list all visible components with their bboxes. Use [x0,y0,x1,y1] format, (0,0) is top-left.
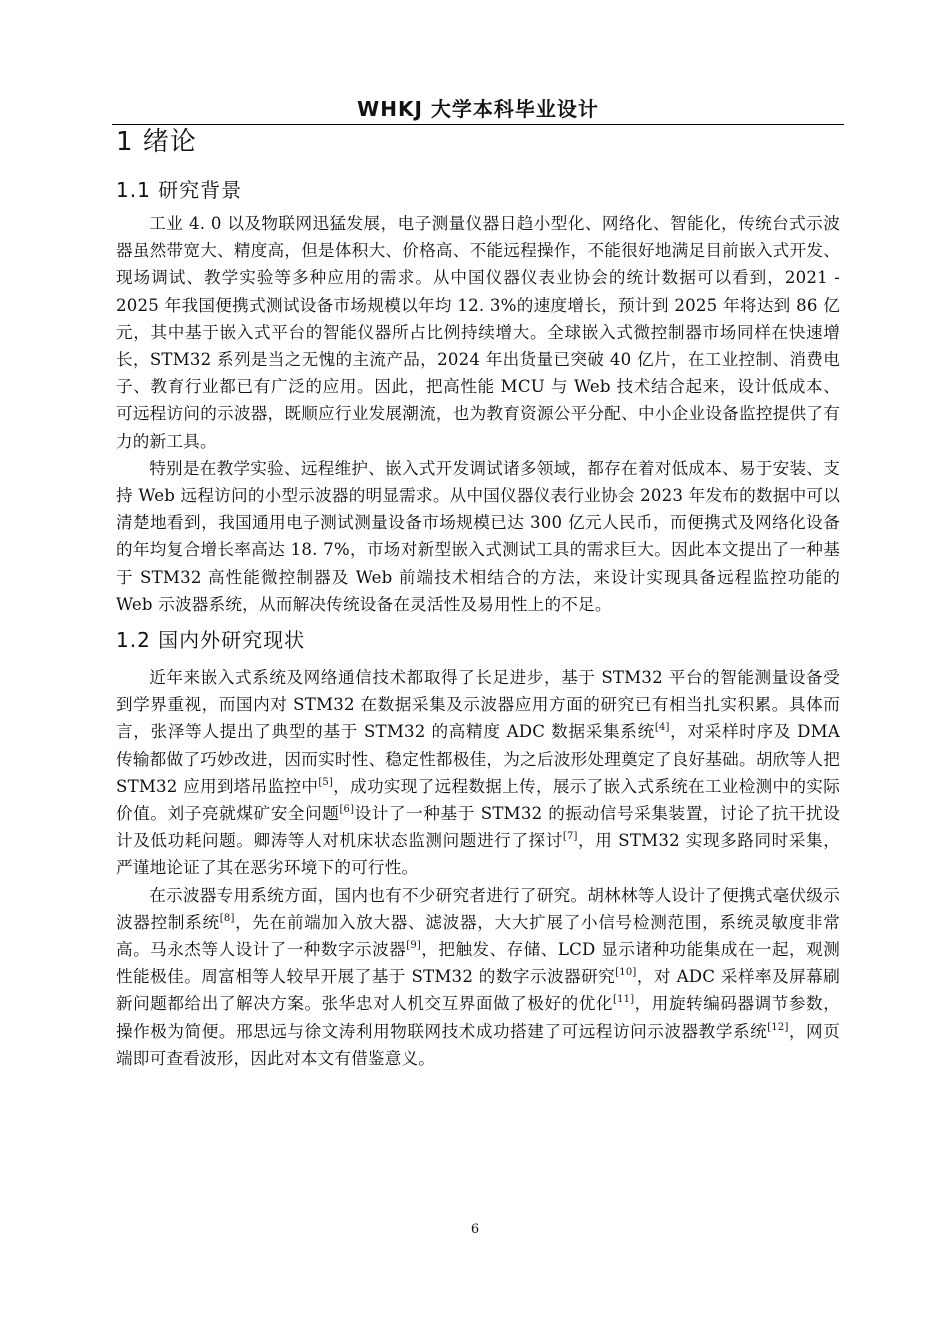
citation: [4] [654,722,670,734]
paragraph-text: 近年来嵌入式系统及网络通信技术都取得了长足进步，基于 STM32 平台的智能测量设备受到学界重视，而国内对 STM32 在数据采集及示波器应用方面的研究已有相当扎实积累。具体而言，张泽等人提出了典型的基于 STM32 的高精度 ADC 数据采集系统 [116,668,840,742]
paragraph [116,455,840,618]
paragraph-text: ，对采样时序及 DMA 传输都做了巧妙改进，因而实时性、稳定性都极佳，为之后波形处理奠定了良好基础。胡欣等人把 STM32 应用到塔吊监控中 [116,722,840,796]
citation: [6] [339,804,355,816]
page-header: WHKJ 大学本科毕业设计 [112,94,844,125]
citation: [11] [613,994,635,1006]
paragraph-text: 设计了一种基于 STM32 的振动信号采集装置，讨论了抗干扰设计及低功耗问题。卿涛等人对机床状态监测问题进行了探讨 [116,804,840,851]
citation: [12] [767,1021,789,1033]
paragraph-text: ，成功实现了远程数据上传，展示了嵌入式系统在工业检测中的实际价值。刘子亮就煤矿安全问题 [116,776,841,824]
paragraph-text: 工业 4. 0 以及物联网迅猛发展，电子测量仪器日趋小型化、网络化、智能化，传统台式示波器虽然带宽大、精度高，但是体积大、价格高、不能远程操作，不能很好地满足目前嵌入式开发、现场调试、教学实验等多种应用的需求。从中国仪器仪表业协会的统计数据可以看到，2021 - 2025 年我国便携式测试设备市场规模以年均 12. 3%的速度增长，预计到 2025 年将达到 86 亿元，其中基于嵌入式平台的智能仪器所占比例持续增大。全球嵌入式微控制器市场同样在快速增长，STM32 系列是当之无愧的主流产品，2024 年出货量已突破 40 亿片，在工业控制、消费电子、教育行业都已有广泛的应用。因此，把高性能 MCU 与 Web 技术结合起来，设计低成本、可远程访问的示波器，既顺应行业发展潮流，也为教育资源公平分配、中小企业设备监控提供了有力的新工具。 [116,214,840,451]
paragraph [116,882,840,1072]
paragraph-text: 特别是在教学实验、远程维护、嵌入式开发调试诸多领域，都存在着对低成本、易于安装、支持 Web 远程访问的小型示波器的明显需求。从中国仪器仪表行业协会 2023 年发布的数据中可以清楚地看到，我国通用电子测试测量设备市场规模已达 300 亿元人民币，而便携式及网络化设备的年均复合增长率高达 18. 7%，市场对新型嵌入式测试工具的需求巨大。因此本文提出了一种基于 STM32 高性能微控制器及 Web 前端技术相结合的方法，来设计实现具备远程监控功能的 Web 示波器系统，从而解决传统设备在灵活性及易用性上的不足。 [116,458,840,614]
document-body [116,122,840,1072]
paragraph-text: ，用 STM32 实现多路同时采集，严谨地论证了其在恶劣环境下的可行性。 [116,831,840,878]
section-title-background: 1.1 研究背景 [116,178,243,202]
citation: [10] [615,967,637,979]
paragraph-text: ，网页端即可查看波形，因此对本文有借鉴意义。 [116,1021,840,1068]
paragraph-text: ，先在前端加入放大器、滤波器，大大扩展了小信号检测范围，系统灵敏度非常高。马永杰等人设计了一种数字示波器 [116,912,841,960]
citation: [5] [318,776,334,788]
section-title-research-status: 1.2 国内外研究现状 [116,628,306,653]
paragraph-text: 在示波器专用系统方面，国内也有不少研究者进行了研究。胡林林等人设计了便携式毫伏级示波器控制系统 [116,885,840,932]
paragraph [116,664,840,882]
citation: [9] [406,940,422,952]
citation: [8] [219,912,235,924]
citation: [7] [562,831,578,843]
paragraph-text: ，用旋转编码器调节参数，操作极为简便。邢思远与徐文涛利用物联网技术成功搭建了可远程访问示波器教学系统 [116,994,840,1041]
paragraph-text: ，对 ADC 采样率及屏幕刷新问题都给出了解决方案。张华忠对人机交互界面做了极好的优化 [116,967,840,1014]
paragraph [116,210,840,455]
chapter-title: 1 绪论 [116,127,197,157]
paragraph-text: ，把触发、存储、LCD 显示诸种功能集成在一起，观测性能极佳。周富相等人较早开展了基于 STM32 的数字示波器研究 [116,940,840,987]
page-number: 6 [470,1222,480,1237]
